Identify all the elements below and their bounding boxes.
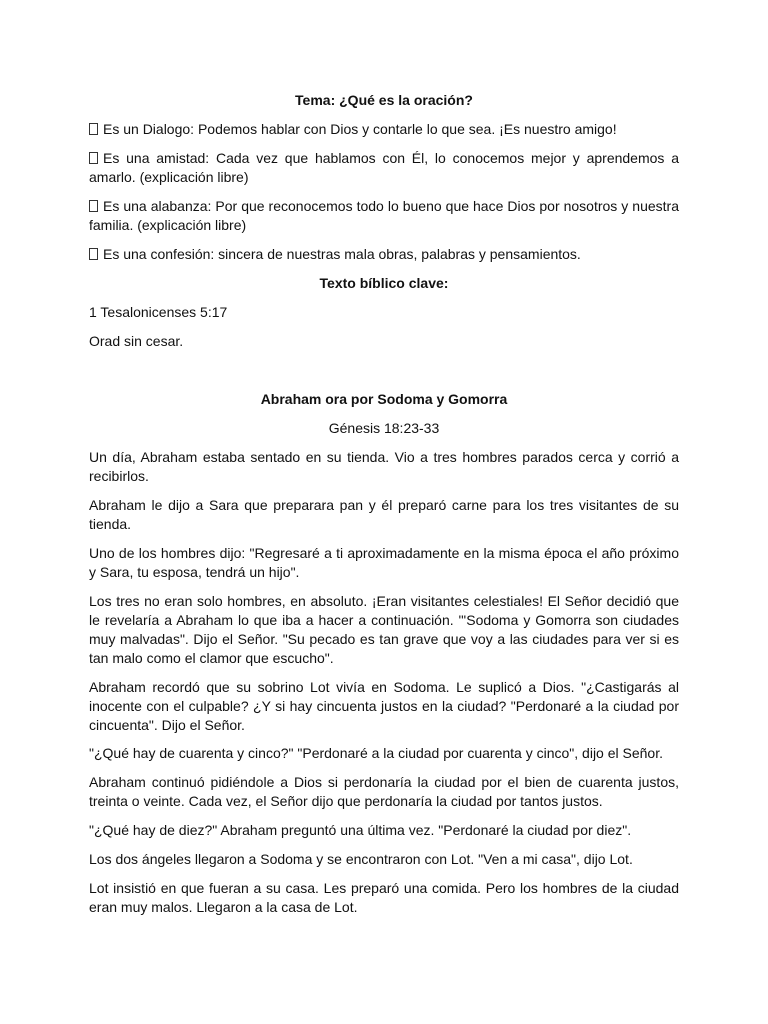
story-paragraph-8: "¿Qué hay de diez?" Abraham preguntó una última vez. "Perdonaré la ciudad por diez". [89,822,632,838]
story-paragraph-1: Un día, Abraham estaba sentado en su tienda. Vio a tres hombres parados cerca y corrió a recibirlos. [89,449,679,484]
tema-title: Tema: ¿Qué es la oración? [295,92,473,108]
story-paragraph-4: Los tres no eran solo hombres, en absoluto. ¡Eran visitantes celestiales! El Señor decidió que le revelaría a Abraham lo que iba a hacer a continuación. "'Sodoma y Gomorra son ciudades muy malvadas". Dijo el Señor. "Su pecado es tan grave que voy a las ciudades para ver si es tan malo como el clamor que escucho". [89,593,679,666]
missing-glyph-icon [89,200,98,212]
tema-item-dialogo: Es un Dialogo: Podemos hablar con Dios y contarle lo que sea. ¡Es nuestro amigo! [89,120,679,139]
tema-item-alabanza: Es una alabanza: Por que reconocemos todo lo bueno que hace Dios por nosotros y nuestra familia. (explicación libre) [89,198,679,233]
story-paragraph-3: Uno de los hombres dijo: "Regresaré a ti aproximadamente en la misma época el año próximo y Sara, tu esposa, tendrá un hijo". [89,545,679,580]
story-paragraph-9: Los dos ángeles llegaron a Sodoma y se encontraron con Lot. "Ven a mi casa", dijo Lot. [89,851,633,867]
missing-glyph-icon [89,248,98,260]
story-paragraph-7: Abraham continuó pidiéndole a Dios si perdonaría la ciudad por el bien de cuarenta justos, treinta o veinte. Cada vez, el Señor dijo que perdonaría la ciudad por tantos justos. [89,774,679,809]
tema-item-amistad: Es una amistad: Cada vez que hablamos con Él, lo conocemos mejor y aprendemos a amarlo. (explicación libre) [89,150,679,185]
story-paragraph-2: Abraham le dijo a Sara que preparara pan y él preparó carne para los tres visitantes de su tienda. [89,497,679,532]
story-reference: Génesis 18:23-33 [328,420,440,436]
texto-verse: Orad sin cesar. [89,333,184,349]
tema-item-confesion: Es una confesión: sincera de nuestras mala obras, palabras y pensamientos. [89,245,679,264]
texto-reference: 1 Tesalonicenses 5:17 [89,304,228,320]
texto-heading: Texto bíblico clave: [319,275,449,291]
story-paragraph-5: Abraham recordó que su sobrino Lot vivía en Sodoma. Le suplicó a Dios. "¿Castigarás al inocente con el culpable? ¿Y si hay cincuenta justos en la ciudad? "Perdonaré a la ciudad por cincuenta". Dijo el Señor. [89,679,679,733]
story-title: Abraham ora por Sodoma y Gomorra [260,391,508,407]
missing-glyph-icon [89,123,98,135]
story-paragraph-10: Lot insistió en que fueran a su casa. Les preparó una comida. Pero los hombres de la ciudad eran muy malos. Llegaron a la casa de Lot. [89,880,679,915]
story-paragraph-6: "¿Qué hay de cuarenta y cinco?" "Perdonaré a la ciudad por cuarenta y cinco", dijo el Señor. [89,745,663,761]
missing-glyph-icon [89,152,98,164]
